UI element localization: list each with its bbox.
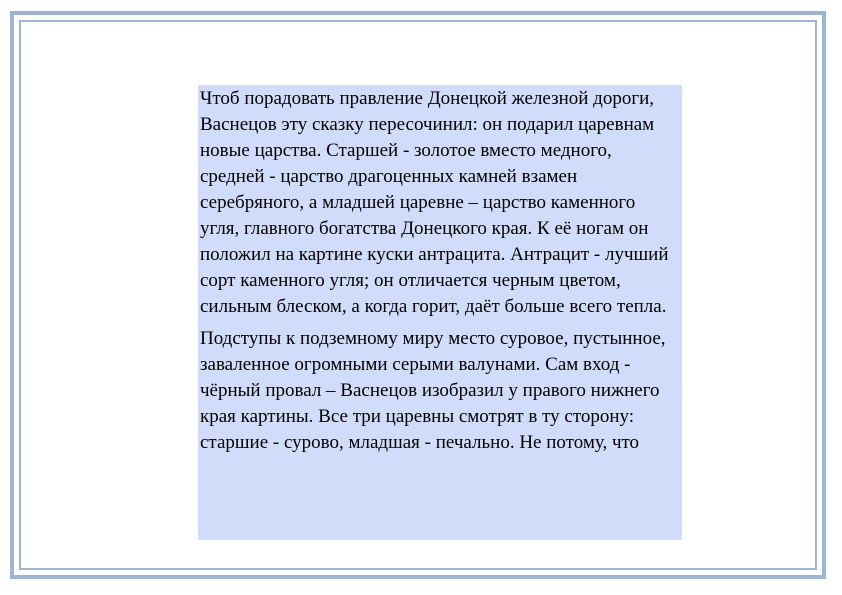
paragraph-1: Чтоб порадовать правление Донецкой железной дороги, Васнецов эту сказку пересочинил: он подарил царевнам новые царства. Старшей - золотое вместо медного, средней - царство драгоценных камней взамен серебряного, а младшей царевне – царство каменного угля, главного богатства Донецкого края. К её ногам он положил на картине куски антрацита. Антрацит - лучший сорт каменного угля; он отличается черным цветом, сильным блеском, а когда горит, даёт больше всего тепла. xyxy=(200,88,669,317)
text-box xyxy=(198,85,682,540)
paragraph-2: Подступы к подземному миру место суровое, пустынное, заваленное огромными серыми валунами. Сам вход - чёрный провал – Васнецов изобразил у правого нижнего края картины. Все три царевны смотрят в ту сторону: старшие - сурово, младшая - печально. Не потому, что xyxy=(200,328,666,453)
